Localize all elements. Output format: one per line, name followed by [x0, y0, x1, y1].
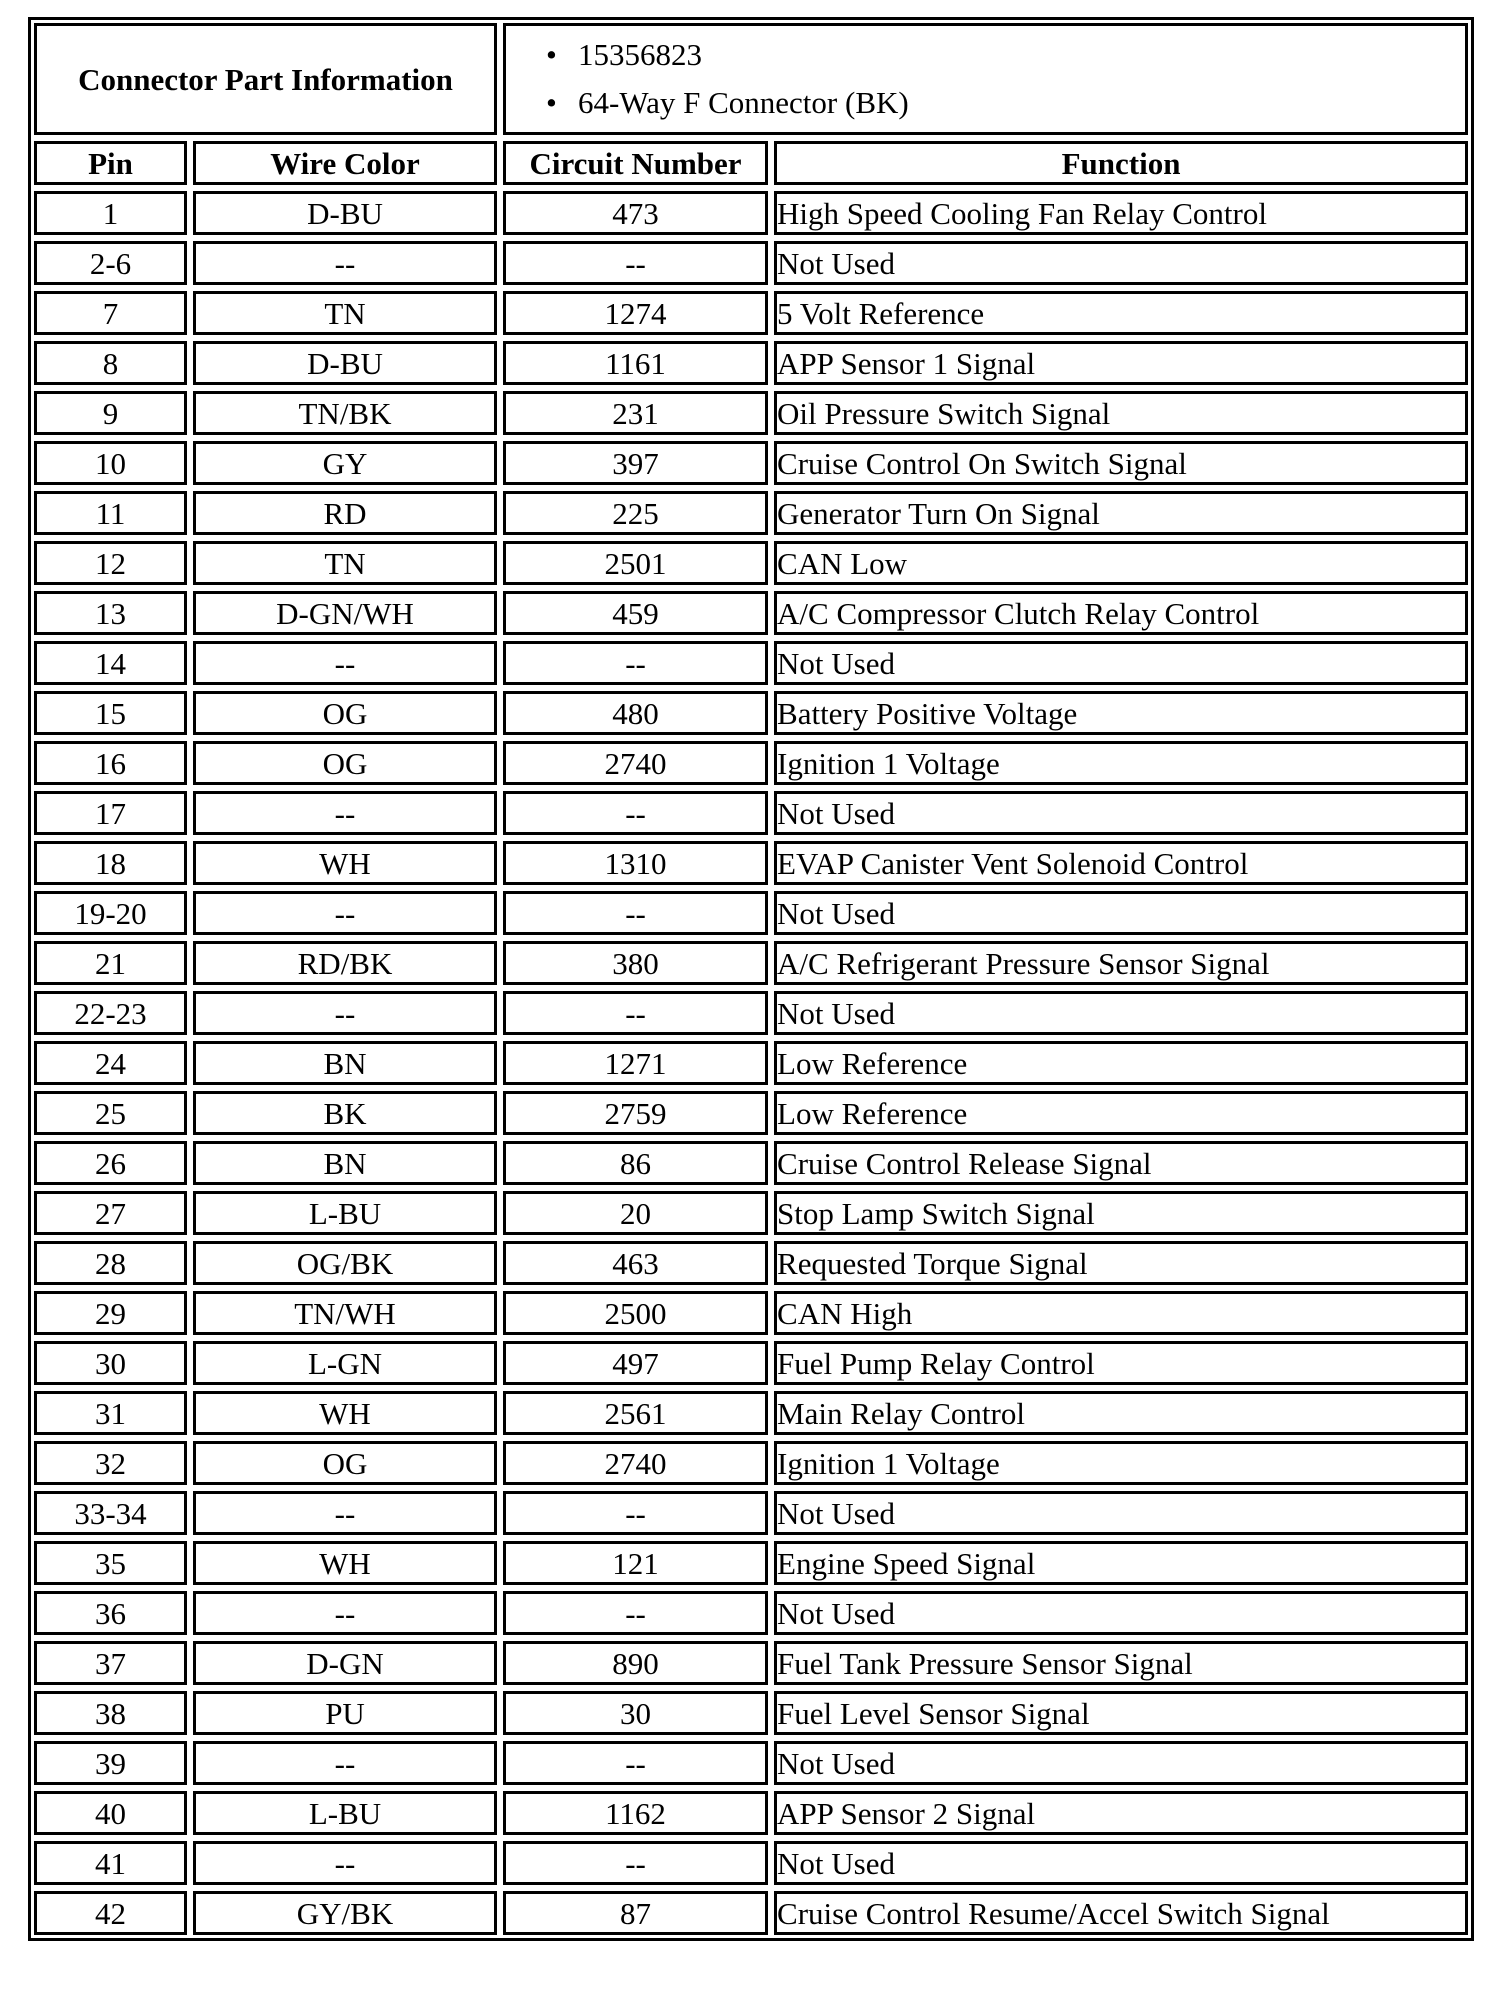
table-row — [34, 1491, 1468, 1535]
table-row — [34, 1441, 1468, 1485]
function-cell: Not Used — [774, 1841, 1468, 1885]
circuit-number-cell: 231 — [503, 391, 768, 435]
circuit-number-cell: -- — [503, 891, 768, 935]
wire-color-cell: WH — [193, 1391, 497, 1435]
table-row — [34, 691, 1468, 735]
function-cell: Not Used — [774, 1591, 1468, 1635]
function-cell: Generator Turn On Signal — [774, 491, 1468, 535]
wire-color-cell: TN/BK — [193, 391, 497, 435]
function-cell: Not Used — [774, 241, 1468, 285]
pin-cell: 30 — [34, 1341, 187, 1385]
circuit-number-cell: 1162 — [503, 1791, 768, 1835]
circuit-number-cell: 397 — [503, 441, 768, 485]
function-cell: Low Reference — [774, 1091, 1468, 1135]
pin-cell: 27 — [34, 1191, 187, 1235]
wire-color-cell: -- — [193, 1841, 497, 1885]
circuit-number-cell: 1274 — [503, 291, 768, 335]
circuit-number-cell: 497 — [503, 1341, 768, 1385]
table-row — [34, 441, 1468, 485]
circuit-number-cell: -- — [503, 991, 768, 1035]
table-row — [34, 391, 1468, 435]
pin-cell: 10 — [34, 441, 187, 485]
header-row — [34, 141, 1468, 185]
table-row — [34, 1841, 1468, 1885]
pin-cell: 12 — [34, 541, 187, 585]
wire-color-cell: -- — [193, 641, 497, 685]
function-cell: Not Used — [774, 991, 1468, 1035]
wire-color-cell: -- — [193, 241, 497, 285]
table-row — [34, 491, 1468, 535]
pin-cell: 40 — [34, 1791, 187, 1835]
circuit-number-cell: 1310 — [503, 841, 768, 885]
function-cell: Cruise Control Resume/Accel Switch Signal — [774, 1891, 1468, 1935]
wire-color-cell: OG — [193, 691, 497, 735]
circuit-number-cell: 20 — [503, 1191, 768, 1235]
wire-color-cell: GY/BK — [193, 1891, 497, 1935]
circuit-number-cell: -- — [503, 241, 768, 285]
table-row — [34, 1741, 1468, 1785]
wire-color-cell: BN — [193, 1141, 497, 1185]
wire-color-cell: D-BU — [193, 341, 497, 385]
pin-cell: 36 — [34, 1591, 187, 1635]
connector-description: • 64-Way F Connector (BK) — [546, 79, 1465, 127]
circuit-number-cell: 87 — [503, 1891, 768, 1935]
function-cell: Not Used — [774, 891, 1468, 935]
pin-cell: 9 — [34, 391, 187, 435]
wire-color-cell: D-GN — [193, 1641, 497, 1685]
pin-cell: 11 — [34, 491, 187, 535]
table-row — [34, 1541, 1468, 1585]
function-cell: Ignition 1 Voltage — [774, 741, 1468, 785]
pin-cell: 32 — [34, 1441, 187, 1485]
pin-cell: 8 — [34, 341, 187, 385]
wire-color-cell: -- — [193, 991, 497, 1035]
circuit-number-cell: 1271 — [503, 1041, 768, 1085]
function-cell: Ignition 1 Voltage — [774, 1441, 1468, 1485]
function-cell: Not Used — [774, 641, 1468, 685]
circuit-number-cell: 459 — [503, 591, 768, 635]
table-body — [34, 23, 1468, 1935]
circuit-number-cell: 890 — [503, 1641, 768, 1685]
table-row — [34, 1141, 1468, 1185]
pin-cell: 22-23 — [34, 991, 187, 1035]
wire-color-cell: OG/BK — [193, 1241, 497, 1285]
wire-color-cell: OG — [193, 741, 497, 785]
function-cell: EVAP Canister Vent Solenoid Control — [774, 841, 1468, 885]
circuit-number-cell: 30 — [503, 1691, 768, 1735]
wire-color-cell: L-BU — [193, 1191, 497, 1235]
circuit-number-cell: -- — [503, 1741, 768, 1785]
wire-color-cell: TN — [193, 541, 497, 585]
wire-color-cell: TN — [193, 291, 497, 335]
circuit-number-cell: 121 — [503, 1541, 768, 1585]
table-row — [34, 191, 1468, 235]
pin-cell: 19-20 — [34, 891, 187, 935]
function-cell: Stop Lamp Switch Signal — [774, 1191, 1468, 1235]
table-row — [34, 1291, 1468, 1335]
pin-cell: 39 — [34, 1741, 187, 1785]
table-row — [34, 1891, 1468, 1935]
circuit-number-cell: -- — [503, 1591, 768, 1635]
wire-color-cell: L-GN — [193, 1341, 497, 1385]
pin-cell: 15 — [34, 691, 187, 735]
table-row — [34, 1341, 1468, 1385]
table-row — [34, 241, 1468, 285]
function-cell: Engine Speed Signal — [774, 1541, 1468, 1585]
function-cell: Cruise Control On Switch Signal — [774, 441, 1468, 485]
pin-cell: 26 — [34, 1141, 187, 1185]
wire-color-cell: -- — [193, 791, 497, 835]
circuit-number-cell: 480 — [503, 691, 768, 735]
table-row — [34, 1391, 1468, 1435]
table-row — [34, 1791, 1468, 1835]
circuit-number-cell: -- — [503, 1841, 768, 1885]
circuit-number-cell: 2501 — [503, 541, 768, 585]
function-cell: 5 Volt Reference — [774, 291, 1468, 335]
circuit-number-cell: 380 — [503, 941, 768, 985]
pin-cell: 17 — [34, 791, 187, 835]
function-cell: Main Relay Control — [774, 1391, 1468, 1435]
connector-info-label: Connector Part Information — [34, 23, 497, 135]
connector-info-row — [34, 23, 1468, 135]
circuit-number-cell: -- — [503, 791, 768, 835]
table-row — [34, 941, 1468, 985]
pinout-table — [28, 17, 1474, 1941]
pin-cell: 41 — [34, 1841, 187, 1885]
circuit-number-cell: 1161 — [503, 341, 768, 385]
table-row — [34, 291, 1468, 335]
pin-cell: 7 — [34, 291, 187, 335]
wire-color-cell: BK — [193, 1091, 497, 1135]
wire-color-cell: L-BU — [193, 1791, 497, 1835]
circuit-number-cell: 225 — [503, 491, 768, 535]
function-cell: High Speed Cooling Fan Relay Control — [774, 191, 1468, 235]
header-circuit-number: Circuit Number — [503, 141, 768, 185]
table-row — [34, 1191, 1468, 1235]
circuit-number-cell: 2561 — [503, 1391, 768, 1435]
wire-color-cell: RD/BK — [193, 941, 497, 985]
circuit-number-cell: 2740 — [503, 1441, 768, 1485]
pin-cell: 13 — [34, 591, 187, 635]
function-cell: Fuel Pump Relay Control — [774, 1341, 1468, 1385]
pin-cell: 33-34 — [34, 1491, 187, 1535]
pin-cell: 1 — [34, 191, 187, 235]
pin-cell: 31 — [34, 1391, 187, 1435]
pin-cell: 25 — [34, 1091, 187, 1135]
table-row — [34, 891, 1468, 935]
function-cell: A/C Compressor Clutch Relay Control — [774, 591, 1468, 635]
function-cell: Not Used — [774, 1491, 1468, 1535]
wire-color-cell: WH — [193, 1541, 497, 1585]
pin-cell: 42 — [34, 1891, 187, 1935]
pin-cell: 24 — [34, 1041, 187, 1085]
circuit-number-cell: 86 — [503, 1141, 768, 1185]
wire-color-cell: D-GN/WH — [193, 591, 497, 635]
wire-color-cell: GY — [193, 441, 497, 485]
table-row — [34, 1591, 1468, 1635]
table-row — [34, 641, 1468, 685]
pin-cell: 38 — [34, 1691, 187, 1735]
function-cell: Oil Pressure Switch Signal — [774, 391, 1468, 435]
circuit-number-cell: 2759 — [503, 1091, 768, 1135]
wire-color-cell: -- — [193, 1491, 497, 1535]
function-cell: CAN Low — [774, 541, 1468, 585]
table-row — [34, 341, 1468, 385]
pin-cell: 37 — [34, 1641, 187, 1685]
circuit-number-cell: -- — [503, 1491, 768, 1535]
header-wire-color: Wire Color — [193, 141, 497, 185]
wire-color-cell: -- — [193, 891, 497, 935]
wire-color-cell: BN — [193, 1041, 497, 1085]
wire-color-cell: OG — [193, 1441, 497, 1485]
function-cell: Battery Positive Voltage — [774, 691, 1468, 735]
table-row — [34, 1241, 1468, 1285]
circuit-number-cell: -- — [503, 641, 768, 685]
connector-info-values — [503, 23, 1468, 135]
function-cell: Cruise Control Release Signal — [774, 1141, 1468, 1185]
wire-color-cell: TN/WH — [193, 1291, 497, 1335]
connector-pinout-table — [28, 17, 1474, 1941]
circuit-number-cell: 473 — [503, 191, 768, 235]
table-row — [34, 791, 1468, 835]
pin-cell: 29 — [34, 1291, 187, 1335]
function-cell: Fuel Level Sensor Signal — [774, 1691, 1468, 1735]
pin-cell: 35 — [34, 1541, 187, 1585]
header-pin: Pin — [34, 141, 187, 185]
table-row — [34, 541, 1468, 585]
wire-color-cell: RD — [193, 491, 497, 535]
pin-cell: 14 — [34, 641, 187, 685]
wire-color-cell: PU — [193, 1691, 497, 1735]
function-cell: Requested Torque Signal — [774, 1241, 1468, 1285]
header-function: Function — [774, 141, 1468, 185]
circuit-number-cell: 463 — [503, 1241, 768, 1285]
table-row — [34, 1091, 1468, 1135]
wire-color-cell: -- — [193, 1591, 497, 1635]
table-row — [34, 1641, 1468, 1685]
table-row — [34, 1691, 1468, 1735]
table-row — [34, 1041, 1468, 1085]
table-row — [34, 591, 1468, 635]
circuit-number-cell: 2740 — [503, 741, 768, 785]
table-row — [34, 841, 1468, 885]
pin-cell: 16 — [34, 741, 187, 785]
function-cell: Not Used — [774, 1741, 1468, 1785]
circuit-number-cell: 2500 — [503, 1291, 768, 1335]
connector-info-list — [506, 31, 1465, 127]
function-cell: APP Sensor 2 Signal — [774, 1791, 1468, 1835]
function-cell: APP Sensor 1 Signal — [774, 341, 1468, 385]
function-cell: A/C Refrigerant Pressure Sensor Signal — [774, 941, 1468, 985]
wire-color-cell: WH — [193, 841, 497, 885]
pin-cell: 28 — [34, 1241, 187, 1285]
wire-color-cell: D-BU — [193, 191, 497, 235]
part-number: • 15356823 — [546, 31, 1465, 79]
function-cell: Not Used — [774, 791, 1468, 835]
pin-cell: 2-6 — [34, 241, 187, 285]
pin-cell: 18 — [34, 841, 187, 885]
function-cell: CAN High — [774, 1291, 1468, 1335]
table-row — [34, 991, 1468, 1035]
pin-cell: 21 — [34, 941, 187, 985]
function-cell: Fuel Tank Pressure Sensor Signal — [774, 1641, 1468, 1685]
function-cell: Low Reference — [774, 1041, 1468, 1085]
table-row — [34, 741, 1468, 785]
wire-color-cell: -- — [193, 1741, 497, 1785]
